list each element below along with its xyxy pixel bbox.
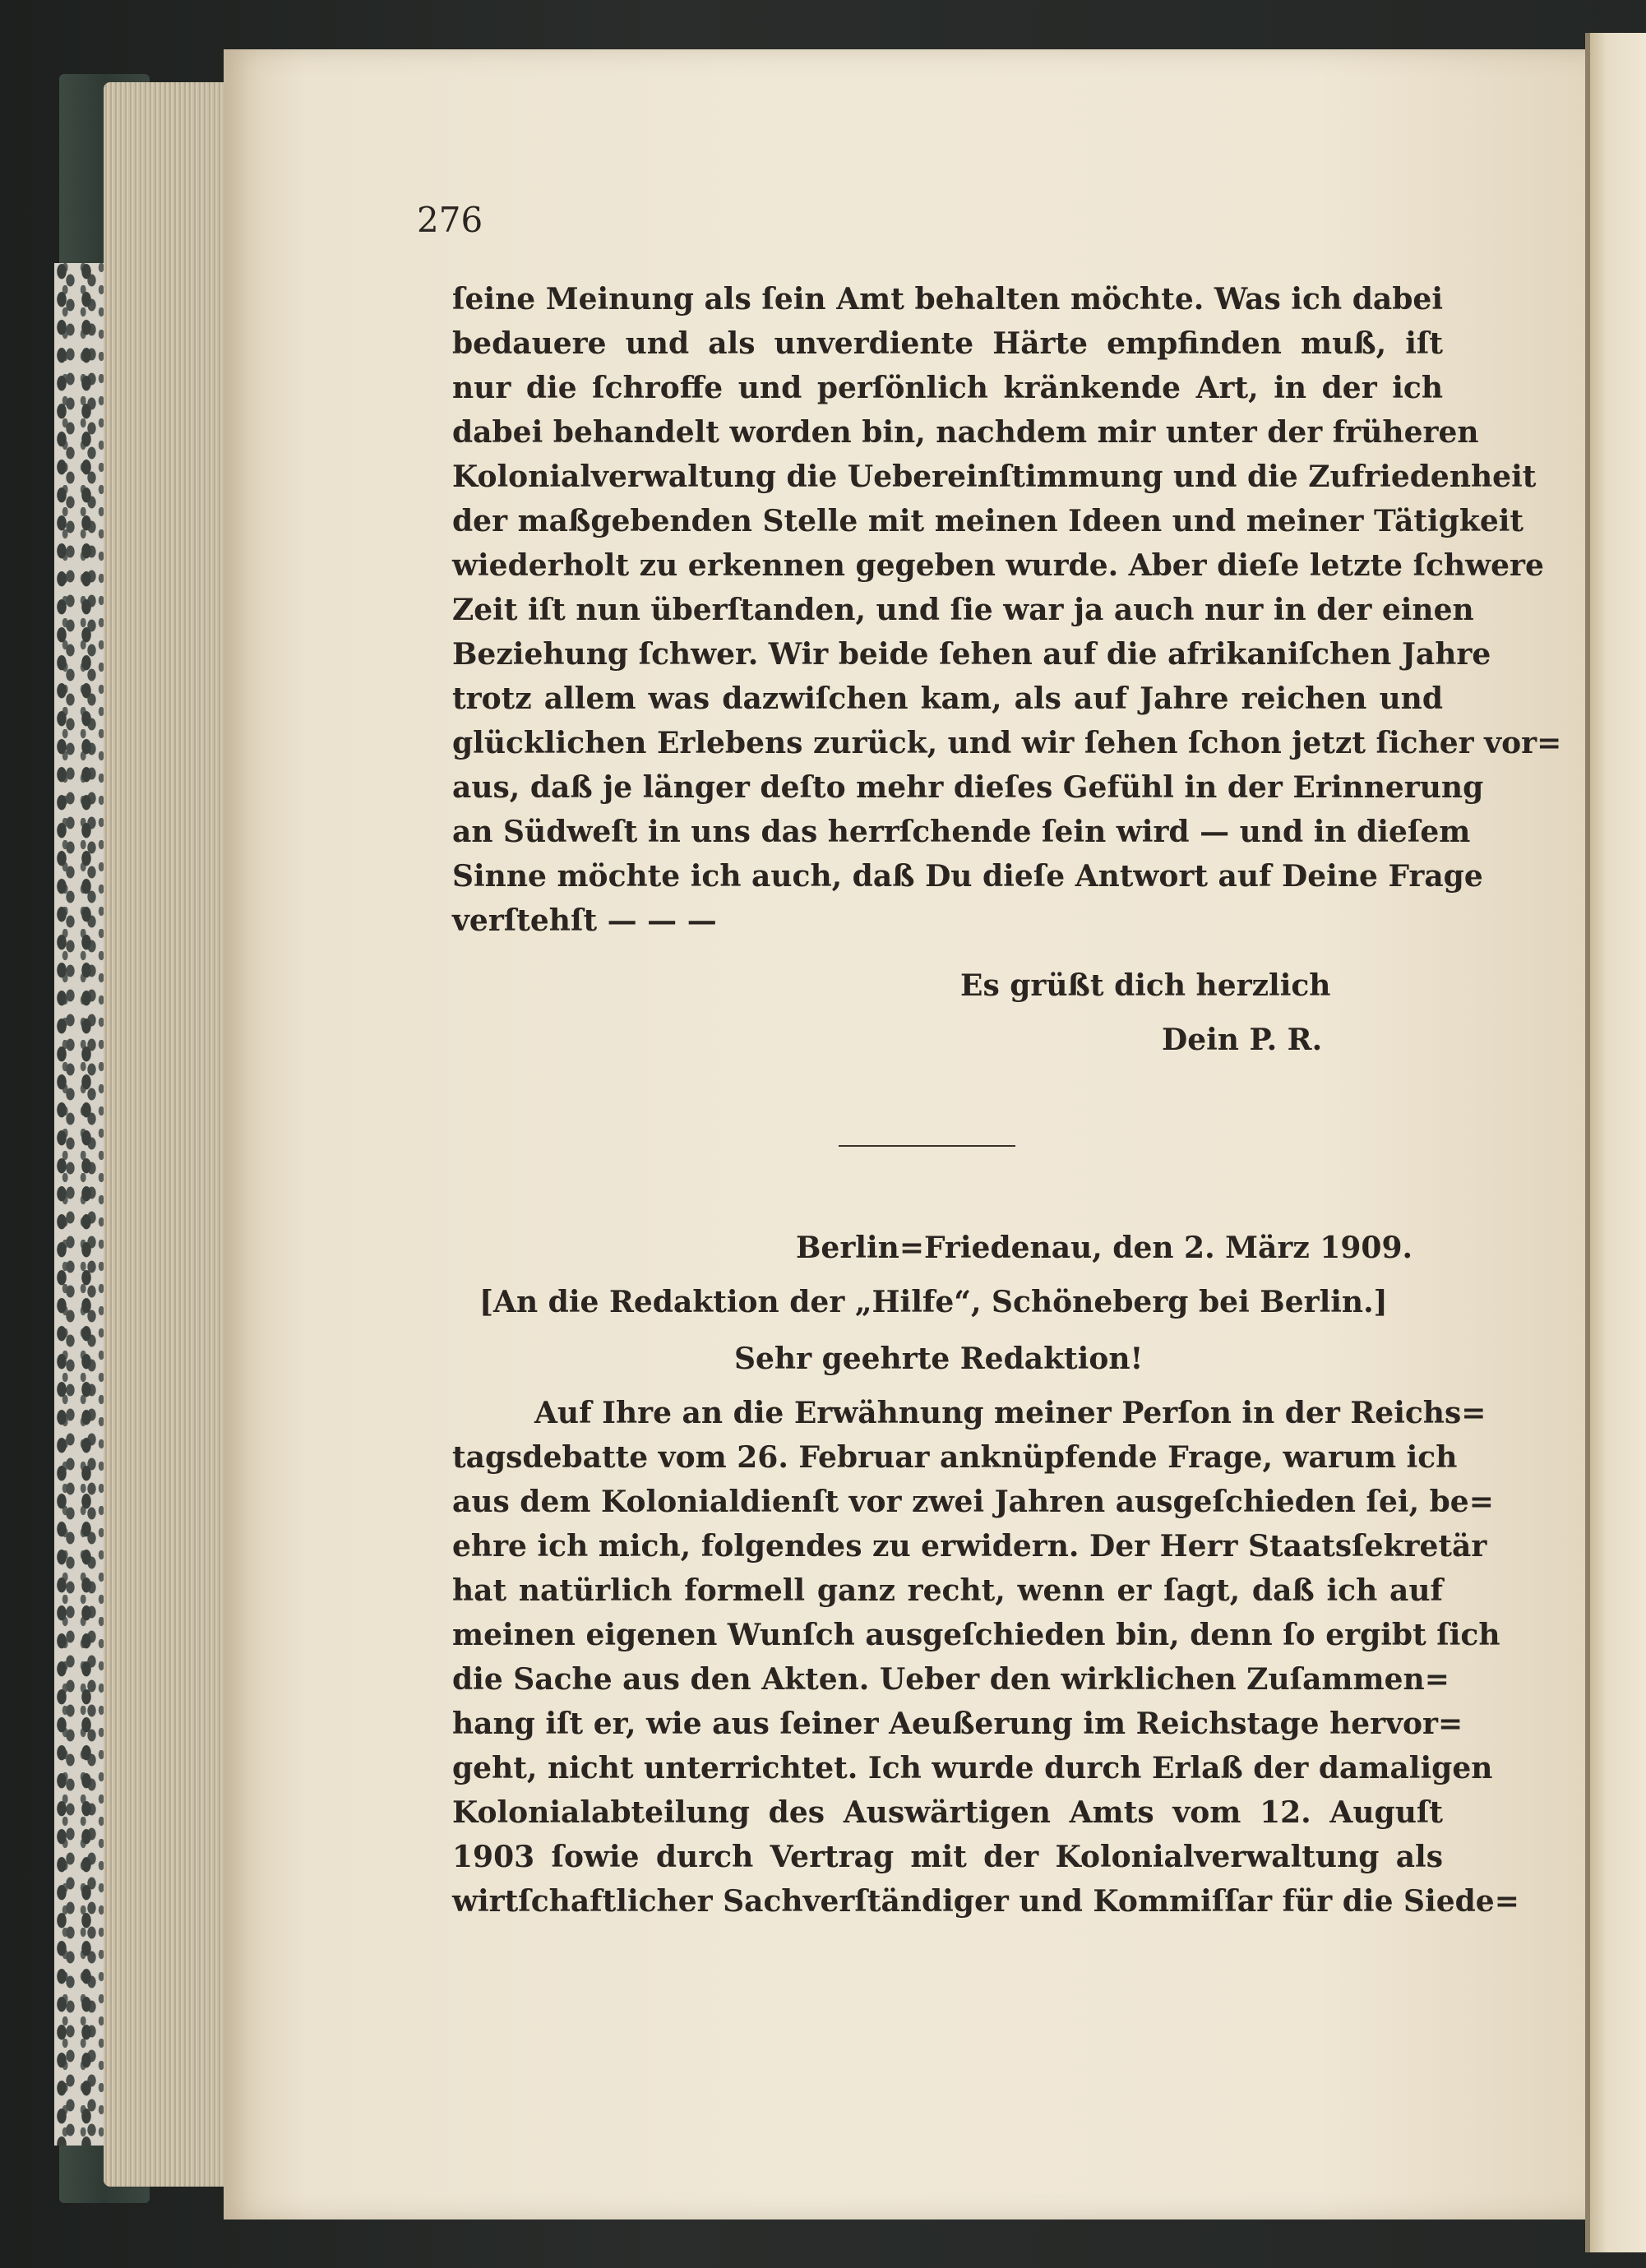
text-line: Auf Ihre an die Erwähnung meiner Perſon in der Reichs= bbox=[534, 1396, 1486, 1430]
marbled-edge bbox=[54, 263, 106, 2146]
text-line: wirtſchaftlicher Sachverſtändiger und Kommiſſar für die Siede= bbox=[452, 1884, 1519, 1919]
text-line: Kolonialabteilung des Auswärtigen Amts vom 12. Auguſt bbox=[452, 1795, 1443, 1830]
text-line: bedauere und als unverdiente Härte empfinden muß, iſt bbox=[452, 326, 1443, 361]
text-line: der maßgebenden Stelle mit meinen Ideen und meiner Tätigkeit bbox=[452, 504, 1524, 538]
text-line: verſtehſt — — — bbox=[452, 903, 717, 938]
text-line: wiederholt zu erkennen gegeben wurde. Aber dieſe letzte ſchwere bbox=[452, 548, 1544, 583]
facing-page-edge bbox=[1590, 33, 1646, 2252]
text-line: aus dem Kolonialdienſt vor zwei Jahren ausgeſchieden ſei, be= bbox=[452, 1485, 1494, 1519]
text-line: 1903 ſowie durch Vertrag mit der Kolonialverwaltung als bbox=[452, 1840, 1443, 1874]
salutation: Sehr geehrte Redaktion! bbox=[734, 1342, 1144, 1376]
text-line: trotz allem was dazwiſchen kam, als auf Jahre reichen und bbox=[452, 681, 1443, 716]
text-line: Sinne möchte ich auch, daß Du dieſe Antwort auf Deine Frage bbox=[452, 859, 1483, 894]
text-line: Beziehung ſchwer. Wir beide ſehen auf die afrikaniſchen Jahre bbox=[452, 637, 1491, 672]
text-line: die Sache aus den Akten. Ueber den wirklichen Zuſammen= bbox=[452, 1662, 1449, 1697]
text-line: ſeine Meinung als ſein Amt behalten möchte. Was ich dabei bbox=[452, 282, 1443, 316]
letter-one-body bbox=[452, 277, 1562, 943]
text-line: aus, daß je länger deſto mehr dieſes Gefühl in der Erinnerung bbox=[452, 770, 1484, 805]
text-line: meinen eigenen Wunſch ausgeſchieden bin, denn ſo ergibt ſich bbox=[452, 1618, 1500, 1652]
text-line: hang iſt er, wie aus ſeiner Aeußerung im Reichstage hervor= bbox=[452, 1707, 1463, 1741]
text-line: dabei behandelt worden bin, nachdem mir unter der früheren bbox=[452, 415, 1479, 450]
closing-signature: Dein P. R. bbox=[1162, 1023, 1323, 1057]
page-edges bbox=[104, 82, 235, 2187]
text-line: Zeit iſt nun überſtanden, und ſie war ja auch nur in der einen bbox=[452, 593, 1474, 627]
text-line: an Südweſt in uns das herrſchende ſein wird — und in dieſem bbox=[452, 815, 1471, 849]
letter-two-first-line bbox=[534, 1391, 1486, 1435]
page-number: 276 bbox=[417, 200, 483, 240]
text-line: geht, nicht unterrichtet. Ich wurde durch Erlaß der damaligen bbox=[452, 1751, 1493, 1785]
section-divider bbox=[839, 1145, 1015, 1147]
text-line: glücklichen Erlebens zurück, und wir ſehen ſchon jetzt ſicher vor= bbox=[452, 726, 1562, 760]
text-line: tagsdebatte vom 26. Februar anknüpfende Frage, warum ich bbox=[452, 1440, 1458, 1475]
text-line: Kolonialverwaltung die Uebereinſtimmung und die Zufriedenheit bbox=[452, 460, 1537, 494]
letter-two-body bbox=[452, 1435, 1519, 1924]
place-date: Berlin=Friedenau, den 2. März 1909. bbox=[796, 1231, 1413, 1265]
text-line: nur die ſchroffe und perſönlich kränkende Art, in der ich bbox=[452, 371, 1443, 405]
closing-greeting: Es grüßt dich herzlich bbox=[960, 968, 1331, 1003]
text-line: ehre ich mich, folgendes zu erwidern. Der Herr Staatsſekretär bbox=[452, 1529, 1487, 1564]
text-line: hat natürlich formell ganz recht, wenn er ſagt, daß ich auf bbox=[452, 1573, 1443, 1608]
addressee: [An die Redaktion der „Hilfe“, Schöneberg bei Berlin.] bbox=[479, 1285, 1388, 1319]
